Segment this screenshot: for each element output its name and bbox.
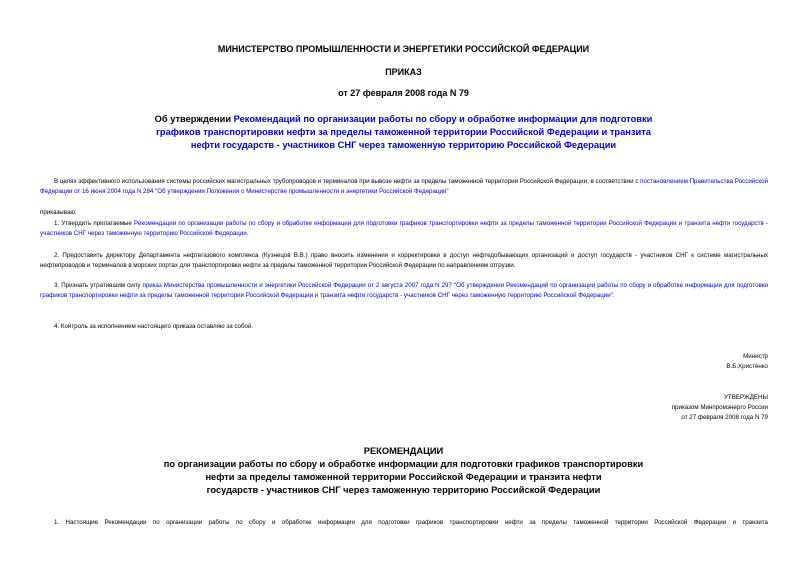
order-word: приказываю: [40, 209, 77, 216]
title-link-part-3[interactable]: нефти государств - участников СНГ через таможенную территорию Российской Федерации [190, 140, 617, 150]
document-date-number: от 27 февраля 2008 года N 79 [338, 88, 469, 98]
intro-decree-link[interactable]: постановлением Правительства Российской Федерации от 16 июня 2004 года N 284 "Об утверждении Положения о Министерстве промышленности и энергетики Российской Федерации" [40, 178, 768, 195]
signature-block [726, 352, 768, 372]
approval-line-1: УТВЕРЖДЕНЫ [724, 394, 768, 401]
item-3-paragraph [40, 281, 768, 301]
item-2-text: 2. Предоставить директору Департамента нефтегазового комплекса (Кузнецов В.В.) право вносить изменения и корректировки в доступ нефтедобывающих организаций и доступ государств - участников СНГ к системе магистральных нефтепроводов и терминалов в морских портах для транспортировки нефти за пределы таможенной территории Российской Федерации по направлениям отгрузки. [40, 252, 768, 269]
signature-role: Министр [743, 353, 768, 360]
recommendations-heading: РЕКОМЕНДАЦИИ [363, 446, 444, 456]
item-2-paragraph [40, 251, 768, 271]
document-title [0, 113, 807, 152]
recommendations-line-2: нефти за пределы таможенной территории Российской Федерации и транзита нефти [205, 472, 602, 482]
document-type: ПРИКАЗ [385, 67, 422, 77]
item-3-order-link[interactable]: приказ Министерства промышленности и энергетики Российской Федерации от 2 августа 2007 года N 297 "Об утверждении Рекомендаций по организации работы по сбору и обработке информации для подготовки графиков транспортировки нефти за пределы таможенной территории Российской Федерации и транзита нефти государств - участников СНГ через таможенную территорию Российской Федерации" [40, 282, 768, 299]
item-1-recommendations-link[interactable]: Рекомендации по организации работы по сбору и обработке информации для подготовки графиков транспортировки нефти за пределы таможенной территории Российской Федерации и транзита нефти государств - участников СНГ через таможенную территорию Российской Федерации [40, 220, 769, 237]
item-1-paragraph [40, 219, 768, 239]
approval-line-3: от 27 февраля 2008 года N 79 [681, 414, 768, 421]
intro-text: В целях эффективного использования системы российских магистральных трубопроводов и терминалов при вывозе нефти за пределы таможенной территории Российской Федерации, в соответствии с [54, 178, 641, 185]
item-1-prefix: 1. Утвердить прилагаемые [54, 220, 135, 227]
title-link-part-1[interactable]: Рекомендаций по организации работы по сбору и обработке информации для подготовки [233, 114, 653, 124]
item-3-suffix: . [612, 292, 615, 299]
approval-block [672, 393, 768, 423]
signature-name: В.Б.Христенко [726, 363, 768, 370]
item-4-paragraph [40, 322, 768, 332]
item-4-text: 4. Контроль за исполнением настоящего приказа оставляю за собой. [54, 323, 254, 330]
recommendations-item-1 [40, 518, 768, 528]
recommendations-item-1-text: 1. Настоящие Рекомендации по организации работы по сбору и обработке информации для подготовки графиков транспортировки нефти за пределы таможенной территории Российской Федерации и транзита [54, 519, 768, 526]
ministry-heading: МИНИСТЕРСТВО ПРОМЫШЛЕННОСТИ И ЭНЕРГЕТИКИ РОССИЙСКОЙ ФЕДЕРАЦИИ [217, 44, 590, 54]
title-link-part-2[interactable]: графиков транспортировки нефти за пределы таможенной территории Российской Федерации и транзита [156, 127, 651, 137]
recommendations-line-1: по организации работы по сбору и обработке информации для подготовки графиков транспортировки [163, 459, 644, 469]
approval-line-2: приказом Минпромэнерго России [671, 404, 768, 411]
recommendations-heading-block [0, 445, 807, 497]
title-line-1 [0, 113, 807, 126]
item-3-prefix: 3. Признать утратившим силу [54, 282, 143, 289]
title-prefix: Об утверждении [154, 114, 234, 124]
recommendations-line-3: государств - участников СНГ через таможенную территорию Российской Федерации [206, 485, 601, 495]
intro-paragraph [40, 177, 768, 197]
item-1-suffix: . [246, 230, 249, 237]
